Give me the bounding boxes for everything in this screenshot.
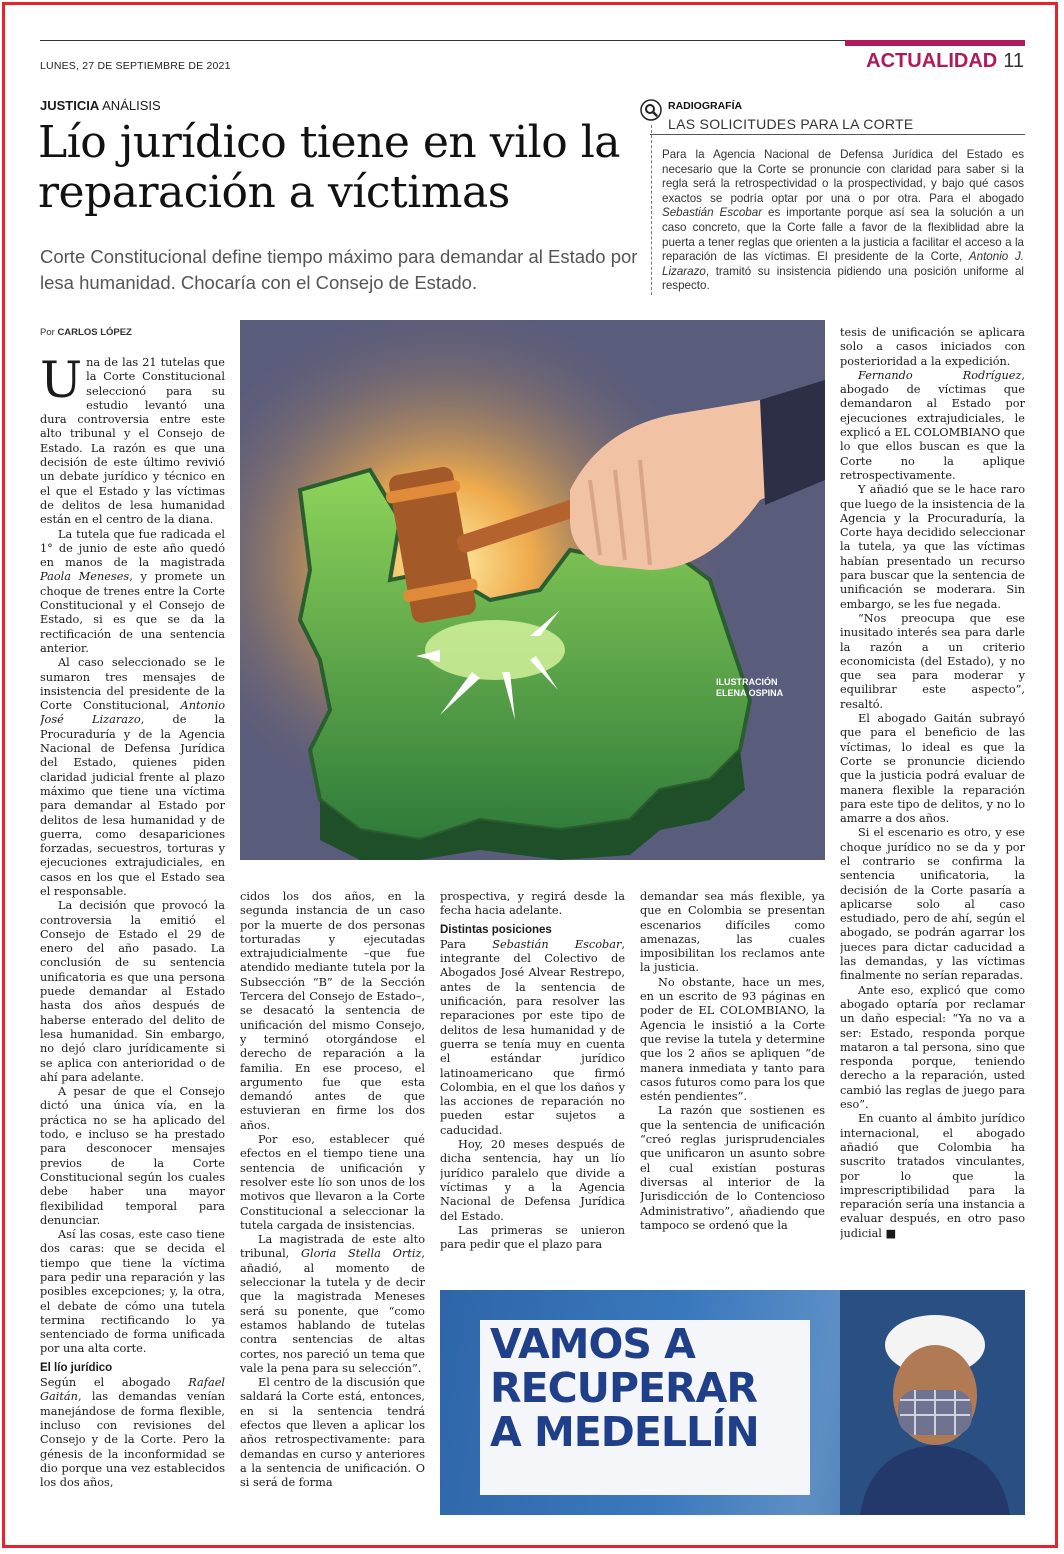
paragraph: prospectiva, y regirá desde la fecha hacia adelante.: [440, 890, 625, 918]
issue-date: LUNES, 27 DE SEPTIEMBRE DE 2021: [40, 60, 231, 72]
article-column-1: [40, 356, 225, 1516]
paragraph: cidos los dos años, en la segunda instancia de un caso por la muerte de dos personas torturadas y ejecutadas extrajudicialmente –que fue atendido mediante tutela por la Subsección “B” de la Sección Tercera del Consejo de Estado–, se desacató la sentencia de unificación del mismo Consejo, y terminó otorgándose el derecho de reparación a la familia. En ese proceso, el argumento fue que esta demandó antes de que estuvieran en firme los dos años.: [240, 890, 425, 1132]
article-column-4: [640, 890, 825, 1260]
paragraph: Una de las 21 tutelas que la Corte Constitucional seleccionó para su estudio levantó una dura controversia entre este alto tribunal y el Consejo de Estado. La razón es que una decisión de este último revivió un debate jurídico y técnico en el que el Estado y las víctimas de delitos de lesa humanidad están en el centro de la diana.: [40, 356, 225, 527]
article-column-5: [840, 326, 1025, 1256]
ad-worker-photo: [840, 1290, 1025, 1515]
paragraph: Si el escenario es otro, y ese choque jurídico no se da y por el contrario se confirma la sentencia unificatoria, la decisión de la Corte pasaría a aplicarse solo al caso estudiado, pero de ahí, según el abogado, se podrán agarrar los jueces para dictar caducidad a las demandas, y las víctimas finalmente no serían reparadas.: [840, 826, 1025, 983]
ad-slogan: [490, 1322, 820, 1454]
paragraph: Ante eso, explicó que como abogado optaría por reclamar un daño especial: “Ya no va a ser: Estado, responda porque mataron a tal persona, sino que responda porque, teniendo derecho a la reparación, usted cambió las reglas de juego para eso”.: [840, 983, 1025, 1112]
kicker-bold: JUSTICIA: [40, 98, 100, 113]
paragraph: Y añadió que se le hace raro que luego de la insistencia de la Agencia y la Procuraduría, la Corte haya decidido seleccionar la tutela, ya que las víctimas habían presentado un recurso para buscar que la sentencia de unificación se moderara. Sin embargo, se les fue negada.: [840, 483, 1025, 611]
ad-line-3: A MEDELLÍN: [490, 1408, 759, 1456]
paragraph: A pesar de que el Consejo dictó una única vía, en la práctica no se ha aplicado del todo, e incluso se ha prestado para desconocer mensajes previos de la Corte Constitucional según los cuales debe haber una mayor flexibilidad temporal para denunciar.: [40, 1085, 225, 1227]
end-mark: ■: [881, 1226, 897, 1240]
magnifier-icon: [640, 99, 662, 121]
paragraph: En cuanto al ámbito jurídico internacional, el abogado añadió que Colombia ha suscrito tratados vinculantes, por lo que la imprescriptibilidad para la reparación sería una instancia a evaluar después, en otro paso judicial ■: [840, 1112, 1025, 1240]
paragraph: Las primeras se unieron para pedir que el plazo para: [440, 1223, 625, 1252]
paragraph: La decisión que provocó la controversia la emitió el Consejo de Estado el 29 de enero del año pasado. La conclusión de su sentencia unificatoria es que una persona puede demandar al Estado hasta dos años después de haberse enterado del delito de lesa humanidad. Sin embargo, no dejó claro jurídicamente si se aplica con anterioridad o de ahí para adelante.: [40, 899, 225, 1084]
article-column-3: [440, 890, 625, 1260]
drop-cap: U: [40, 356, 83, 409]
byline: Por CARLOS LÓPEZ: [40, 327, 132, 338]
sidebar-dashed-rule: [651, 125, 652, 295]
ad-line-2: RECUPERAR: [490, 1364, 757, 1412]
paragraph: Según el abogado Rafael Gaitán, las demandas venían manejándose de forma flexible, incluso con revisiones del Consejo y de la Corte. Pero la génesis de la inconformidad se dio porque una vez establecidos los dos años,: [40, 1376, 225, 1490]
paragraph: El centro de la discusión que saldará la Corte está, entonces, en si la sentencia tendrá efectos que lleven a aplicar los años retrospectivamente: para demandas en curso y anteriores a la sentencia de unificación. O si será de forma: [240, 1376, 425, 1490]
advertisement[interactable]: [440, 1290, 1025, 1515]
paragraph: Para Sebastián Escobar, integrante del Colectivo de Abogados José Alvear Restrepo, antes de la sentencia de unificación, para resolver las reparaciones por este tipo de delitos de lesa humanidad y de guerra se tenía muy en cuenta el estándar jurídico latinoamericano que firmó Colombia, en el que los daños y las acciones de reparación no pueden estar sujetos a caducidad.: [440, 937, 625, 1137]
kicker-rest: ANÁLISIS: [99, 98, 161, 113]
subheadline: Corte Constitucional define tiempo máximo para demandar al Estado por lesa humanidad. Chocaría con el Consejo de Estado.: [40, 246, 638, 293]
paragraph: Fernando Rodríguez, abogado de víctimas que demandaron al Estado por ejecuciones extrajudiciales, le explicó a EL COLOMBIANO que lo que ellos buscan es que la Corte no la aplique retrospectivamente.: [840, 368, 1025, 482]
sidebar-title: LAS SOLICITUDES PARA LA CORTE: [668, 116, 914, 132]
paragraph: demandar sea más flexible, ya que en Colombia se presentan escenarios difíciles como amenazas, las cuales imposibilitan los reclamos ante la justicia.: [640, 890, 825, 975]
article-column-2: [240, 890, 425, 1520]
illustration-credit: ILUSTRACIÓN ELENA OSPINA: [716, 677, 784, 698]
sidebar-rule: [650, 134, 1025, 135]
paragraph: El abogado Gaitán subrayó que para el beneficio de las víctimas, lo ideal es que la Corte se pronuncie diciendo que la justicia podrá evaluar de manera flexible la reparación para este tipo de delitos, y no lo amarre a dos años.: [840, 712, 1025, 826]
page-number: 11: [1003, 50, 1024, 72]
paragraph: Así las cosas, este caso tiene dos caras: que se decida el tiempo que tiene la víctima para pedir una reparación y las posibles excepciones; y, la otra, el debate de cómo una tutela termina rectificando lo ya sentenciado de forma unificada por una alta corte.: [40, 1228, 225, 1356]
paragraph: Por eso, establecer qué efectos en el tiempo tiene una sentencia de unificación y resolver este lío son unos de los motivos que llevaron a la Corte Constitucional a seleccionar la tutela cargada de insistencias.: [240, 1133, 425, 1232]
sidebar-kicker: RADIOGRAFÍA: [668, 100, 743, 112]
section-label: [866, 50, 1024, 73]
gavel-illustration: [240, 320, 825, 860]
section-name: ACTUALIDAD: [866, 50, 998, 72]
paragraph: No obstante, hace un mes, en un escrito de 93 páginas en poder de EL COLOMBIANO, la Agencia le insistió a la Corte que revise la tutela y determine que los 2 años se apliquen “de manera inmediata y tanto para casos futuros como para los que estén pendientes”.: [640, 975, 825, 1104]
paragraph: tesis de unificación se aplicara solo a casos iniciados con posterioridad a la expedición.: [840, 326, 1025, 368]
paragraph: Al caso seleccionado se le sumaron tres mensajes de insistencia del presidente de la Corte Constitucional, Antonio José Lizarazo, de la Procuraduría y de la Agencia Nacional de Defensa Jurídica del Estado, quienes piden claridad judicial frente al plazo máximo que tiene una víctima para demandar al Estado por delitos de lesa humanidad y de guerra, como desapariciones forzadas, secuestros, torturas y ejecuciones extrajudiciales, en casos en los que el Estado sea el responsable.: [40, 656, 225, 898]
paragraph: La tutela que fue radicada el 1° de junio de este año quedó en manos de la magistrada Paola Meneses, y promete un choque de trenes entre la Corte Constitucional y el Consejo de Estado, si es que se da la rectificación de una sentencia anterior.: [40, 527, 225, 655]
subhead: Distintas posiciones: [440, 923, 552, 936]
sidebar-body: Para la Agencia Nacional de Defensa Jurídica del Estado es necesario que la Corte se pronuncie con claridad para saber si la regla será la retrospectividad o la prospectividad, y bajo qué casos exactos se podría optar por una o por otra. Para el abogado Sebastián Escobar es importante porque así sea la solución a un caso concreto, que la Corte falle a favor de la flexiblidad abre la puerta a tener reglas que orienten a la justicia a facilitar el acceso a la reparación de las víctimas. El presidente de la Corte, Antonio J. Lizarazo, tramitó su insistencia pidiendo una posición uniforme al respecto.: [662, 148, 1024, 293]
paragraph: La razón que sostienen es que la sentencia de unificación “creó reglas jurisprudenciales que unificaron un asunto sobre el cual existían posturas diversas al interior de la Jurisdicción de lo Contencioso Administrativo”, añadiendo que tampoco se ordenó que la: [640, 1104, 825, 1232]
paragraph: La magistrada de este alto tribunal, Gloria Stella Ortiz, añadió, al momento de seleccionar la tutela y de decir que la magistrada Meneses será su ponente, que “como estamos hablando de tutelas contra sentencias de altas cortes, nos pareció un tema que vale la pena para su selección”.: [240, 1233, 425, 1375]
paragraph: “Nos preocupa que ese inusitado interés sea para darle la razón a un criterio economicista (del Estado), y no que sea para moderar y equilibrar este aspecto”, resaltó.: [840, 611, 1025, 711]
article-kicker: [40, 98, 161, 113]
ad-line-1: VAMOS A: [490, 1320, 695, 1368]
headline: Lío jurídico tiene en vilo la reparación a víctimas: [38, 117, 621, 218]
subhead: El lío jurídico: [40, 1361, 113, 1374]
paragraph: Hoy, 20 meses después de dicha sentencia, hay un lío jurídico paralelo que divide a víctimas y a la Agencia Nacional de Defensa Jurídica del Estado.: [440, 1138, 625, 1223]
section-color-bar: [845, 40, 1025, 46]
